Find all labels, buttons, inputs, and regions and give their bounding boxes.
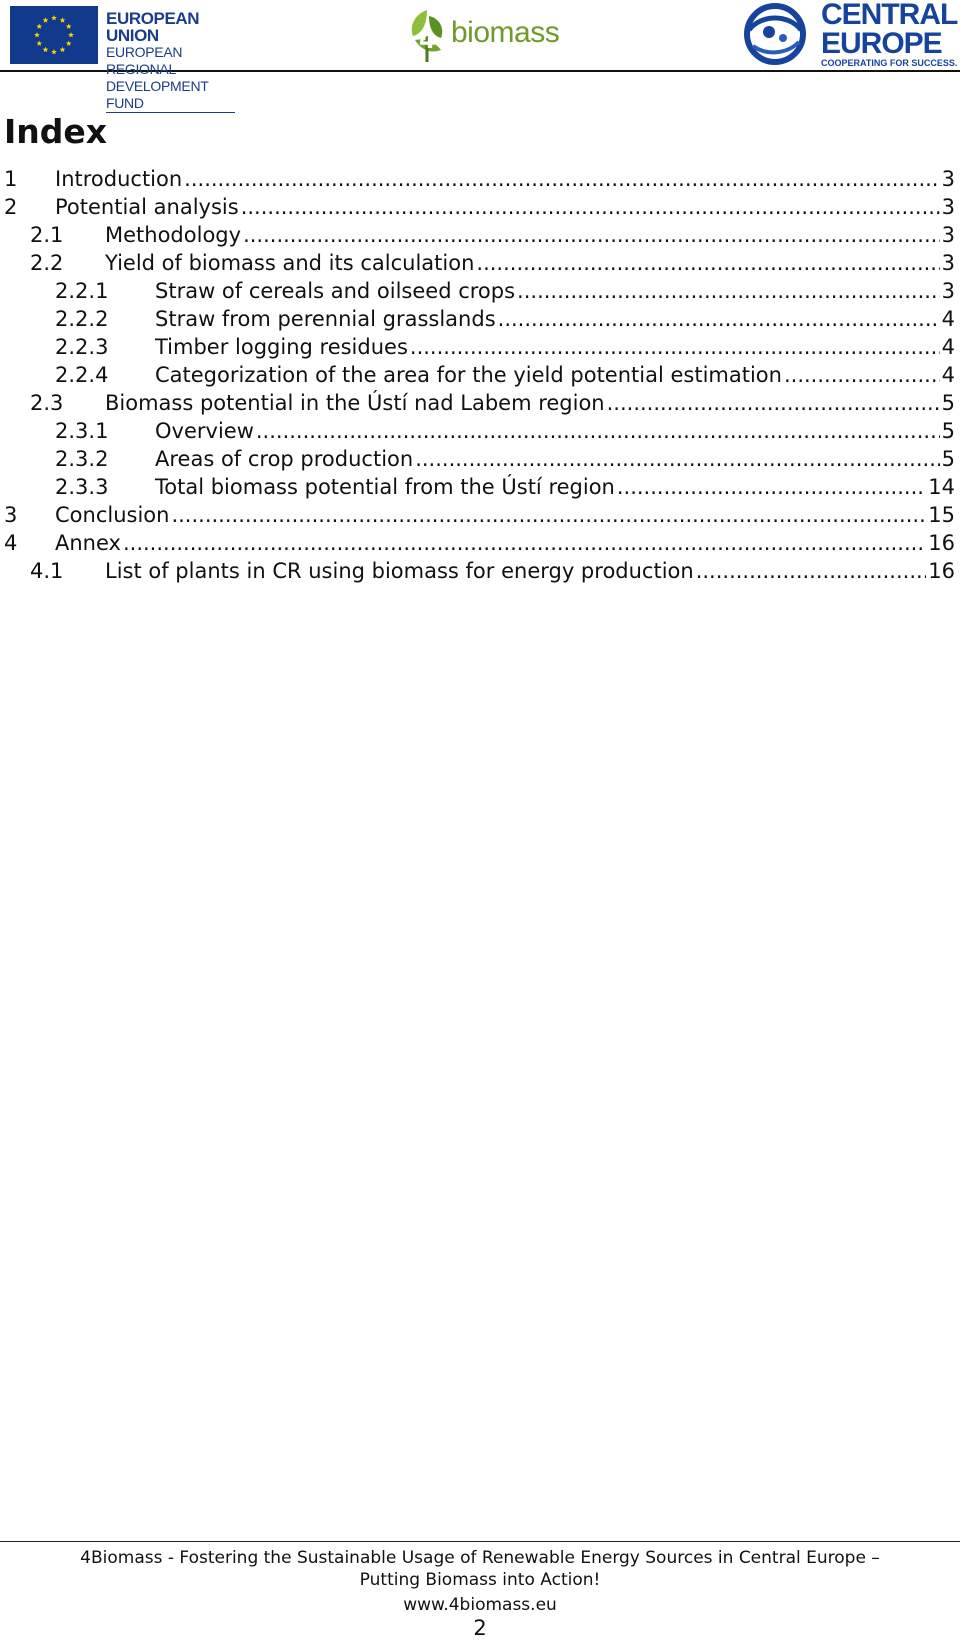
leaf-four-icon bbox=[405, 6, 455, 66]
ce-logo-tagline: COOPERATING FOR SUCCESS. bbox=[821, 58, 958, 68]
toc-entry-page: 5 bbox=[941, 419, 955, 443]
toc-entry-page: 3 bbox=[941, 279, 955, 303]
toc-entry-page: 14 bbox=[928, 475, 955, 499]
toc-entry-number: 3 bbox=[4, 503, 18, 527]
toc-dot-leader bbox=[607, 389, 940, 417]
toc-entry-number: 2.2.4 bbox=[55, 363, 109, 387]
toc-entry-body bbox=[105, 221, 955, 249]
footer-divider bbox=[0, 1541, 960, 1542]
toc-entry-number: 2.2.2 bbox=[55, 307, 109, 331]
toc-entry-page: 16 bbox=[928, 559, 955, 583]
toc-entry[interactable] bbox=[0, 389, 955, 417]
toc-dot-leader bbox=[241, 193, 940, 221]
toc-entry[interactable] bbox=[0, 193, 955, 221]
bio-glyph: 4 bbox=[419, 26, 436, 54]
ce-logo-line2: EUROPE bbox=[821, 27, 942, 60]
footer-line2: Putting Biomass into Action! bbox=[359, 1570, 601, 1590]
toc-entry-label: Straw of cereals and oilseed crops bbox=[155, 279, 516, 303]
toc-dot-leader bbox=[171, 501, 926, 529]
toc-entry-page: 3 bbox=[941, 195, 955, 219]
toc-entry-number: 2.1 bbox=[30, 223, 64, 247]
central-europe-logo bbox=[735, 0, 960, 68]
toc-entry[interactable] bbox=[0, 221, 955, 249]
toc-entry-page: 15 bbox=[928, 503, 955, 527]
ce-logo-line1: CENTRAL bbox=[821, 0, 958, 31]
eu-star-icon bbox=[66, 24, 72, 29]
toc-entry-number: 2.2.1 bbox=[55, 279, 109, 303]
toc-entry-number: 2.2.3 bbox=[55, 335, 109, 359]
footer-line1: 4Biomass - Fostering the Sustainable Usage of Renewable Energy Sources in Central Europe – bbox=[80, 1548, 880, 1568]
toc-entry-page: 4 bbox=[941, 363, 955, 387]
toc-entry-number: 2.3.3 bbox=[55, 475, 109, 499]
toc-dot-leader bbox=[415, 445, 939, 473]
toc-entry[interactable] bbox=[0, 557, 955, 585]
toc-entry-label: Straw from perennial grasslands bbox=[155, 307, 496, 331]
toc-entry[interactable] bbox=[0, 529, 955, 557]
toc-entry-page: 3 bbox=[941, 223, 955, 247]
toc-entry-label: Timber logging residues bbox=[155, 335, 408, 359]
toc-entry[interactable] bbox=[0, 165, 955, 193]
toc-entry-number: 2.2 bbox=[30, 251, 64, 275]
toc-entry-number: 4.1 bbox=[30, 559, 64, 583]
toc-entry-label: Introduction bbox=[55, 167, 183, 191]
eu-star-icon bbox=[51, 49, 57, 54]
toc-entry-body bbox=[155, 445, 955, 473]
toc-entry-body bbox=[105, 249, 955, 277]
toc-dot-leader bbox=[410, 333, 940, 361]
toc-entry[interactable] bbox=[0, 305, 955, 333]
toc-entry-body bbox=[155, 361, 955, 389]
toc-entry-number: 2 bbox=[4, 195, 18, 219]
eu-logo-text bbox=[106, 10, 235, 113]
eu-star-icon bbox=[36, 41, 42, 46]
toc-entry[interactable] bbox=[0, 473, 955, 501]
toc-entry-body bbox=[55, 165, 955, 193]
page-title: Index bbox=[4, 112, 108, 151]
toc-dot-leader bbox=[696, 557, 927, 585]
toc-entry[interactable] bbox=[0, 361, 955, 389]
toc-entry-body bbox=[105, 389, 955, 417]
toc-entry-label: Areas of crop production bbox=[155, 447, 414, 471]
eu-star-icon bbox=[36, 24, 42, 29]
eu-logo bbox=[10, 6, 235, 111]
eu-star-icon bbox=[51, 15, 57, 20]
eu-star-icon bbox=[60, 17, 66, 22]
toc-entry-page: 4 bbox=[941, 335, 955, 359]
toc-dot-leader bbox=[784, 361, 940, 389]
toc-entry-label: List of plants in CR using biomass for energy production bbox=[105, 559, 694, 583]
ce-logo-text bbox=[821, 0, 957, 68]
page-number: 2 bbox=[473, 1616, 487, 1640]
toc-dot-leader bbox=[476, 249, 939, 277]
toc-entry-label: Conclusion bbox=[55, 503, 170, 527]
toc-entry-page: 5 bbox=[941, 447, 955, 471]
toc-entry-label: Categorization of the area for the yield potential estimation bbox=[155, 363, 782, 387]
toc-entry-number: 2.3 bbox=[30, 391, 64, 415]
eu-star-icon bbox=[66, 41, 72, 46]
toc-entry-number: 1 bbox=[4, 167, 18, 191]
eu-star-icon bbox=[43, 47, 49, 52]
toc-entry-body bbox=[155, 417, 955, 445]
toc-entry[interactable] bbox=[0, 249, 955, 277]
toc-entry-body bbox=[155, 333, 955, 361]
toc-entry-body bbox=[55, 501, 955, 529]
eu-flag-icon bbox=[10, 6, 98, 64]
eu-logo-line3: DEVELOPMENT FUND bbox=[106, 78, 235, 113]
toc-dot-leader bbox=[123, 529, 926, 557]
page-header bbox=[0, 0, 960, 111]
toc-entry-body bbox=[55, 193, 955, 221]
toc-entry-label: Biomass potential in the Ústí nad Labem region bbox=[105, 391, 605, 415]
toc-entry-page: 3 bbox=[941, 251, 955, 275]
toc-entry-page: 4 bbox=[941, 307, 955, 331]
table-of-contents bbox=[0, 165, 955, 585]
toc-entry[interactable] bbox=[0, 417, 955, 445]
eu-logo-line2: EUROPEAN REGIONAL bbox=[106, 44, 183, 77]
bio-logo-text: biomass bbox=[451, 16, 560, 49]
footer-url[interactable]: www.4biomass.eu bbox=[403, 1595, 557, 1615]
toc-entry[interactable] bbox=[0, 277, 955, 305]
toc-entry-body bbox=[155, 473, 955, 501]
eu-logo-line1: EUROPEAN UNION bbox=[106, 9, 200, 45]
toc-entry-page: 5 bbox=[941, 391, 955, 415]
toc-entry-label: Methodology bbox=[105, 223, 242, 247]
toc-dot-leader bbox=[617, 473, 926, 501]
toc-entry-body bbox=[155, 305, 955, 333]
toc-dot-leader bbox=[184, 165, 939, 193]
toc-dot-leader bbox=[256, 417, 940, 445]
toc-dot-leader bbox=[243, 221, 940, 249]
4biomass-logo bbox=[405, 6, 565, 66]
toc-entry-label: Overview bbox=[155, 419, 254, 443]
toc-entry-number: 2.3.2 bbox=[55, 447, 109, 471]
toc-entry-label: Annex bbox=[55, 531, 121, 555]
page-footer bbox=[0, 1547, 960, 1641]
toc-entry-label: Potential analysis bbox=[55, 195, 239, 219]
toc-dot-leader bbox=[517, 277, 940, 305]
toc-entry-body bbox=[155, 277, 955, 305]
toc-entry-page: 3 bbox=[941, 167, 955, 191]
toc-entry-body bbox=[55, 529, 955, 557]
eu-star-icon bbox=[34, 32, 40, 37]
toc-entry[interactable] bbox=[0, 333, 955, 361]
globe-swirl-icon bbox=[735, 0, 817, 66]
toc-dot-leader bbox=[498, 305, 940, 333]
toc-entry-label: Total biomass potential from the Ústí region bbox=[155, 475, 615, 499]
eu-star-icon bbox=[68, 32, 74, 37]
toc-entry-number: 4 bbox=[4, 531, 18, 555]
toc-entry-page: 16 bbox=[928, 531, 955, 555]
eu-stars-icon bbox=[10, 6, 98, 64]
eu-star-icon bbox=[43, 17, 49, 22]
toc-entry[interactable] bbox=[0, 445, 955, 473]
toc-entry-number: 2.3.1 bbox=[55, 419, 109, 443]
eu-star-icon bbox=[60, 47, 66, 52]
toc-entry-body bbox=[105, 557, 955, 585]
toc-entry[interactable] bbox=[0, 501, 955, 529]
toc-entry-label: Yield of biomass and its calculation bbox=[105, 251, 475, 275]
